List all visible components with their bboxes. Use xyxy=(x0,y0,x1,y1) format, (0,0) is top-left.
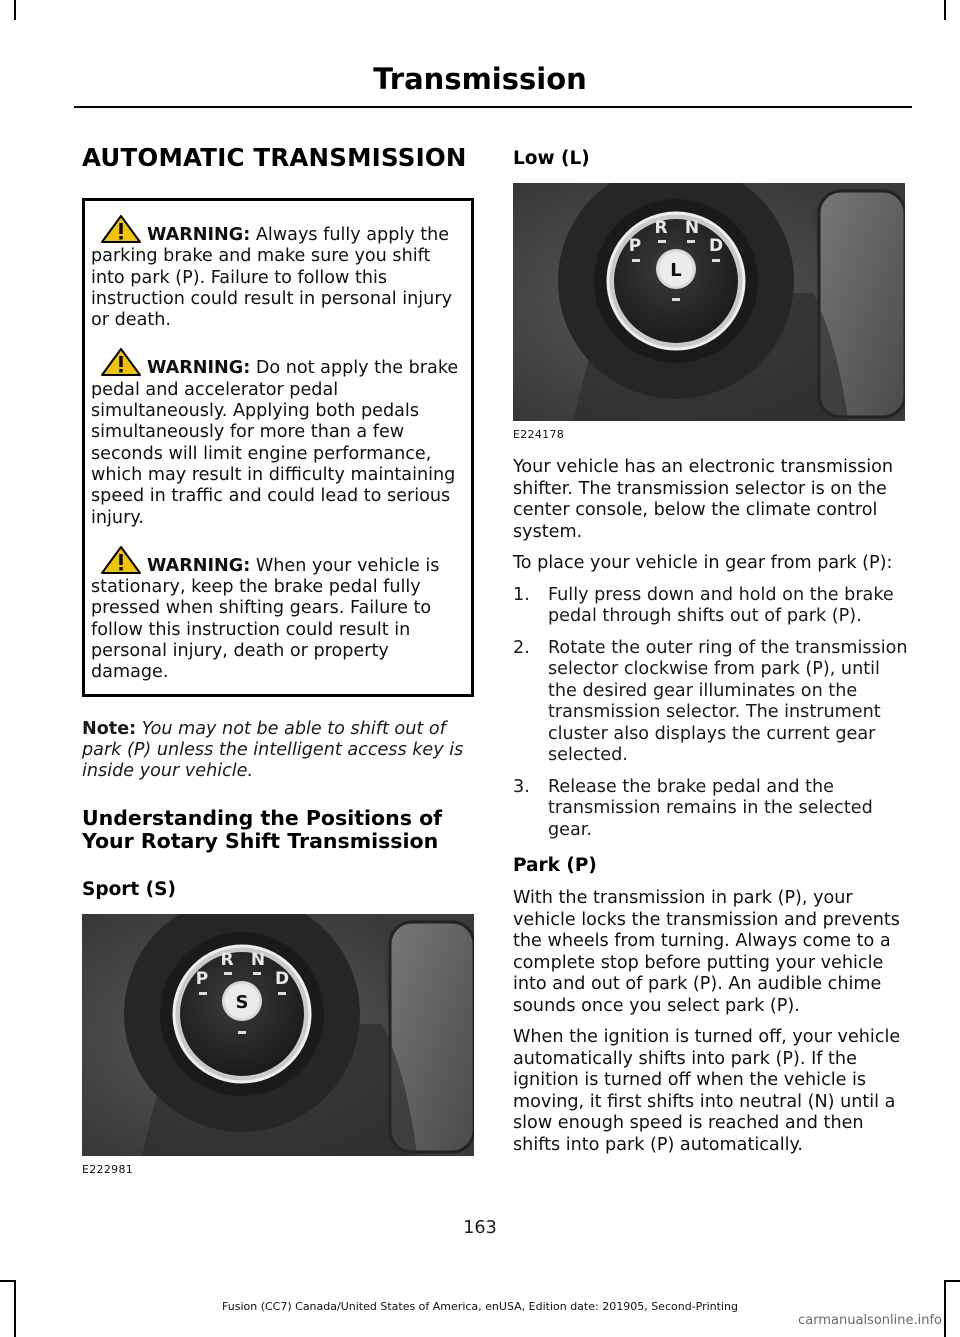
figure-code: E224178 xyxy=(513,428,565,441)
warning-box xyxy=(82,198,474,697)
subheading: Understanding the Positions of Your Rotary Shift Transmission xyxy=(82,805,443,853)
warning-2 xyxy=(91,348,463,528)
warning-text: Do not apply the brake pedal and accelerator pedal simultaneously. Applying both pedals simultaneously for more than a few seconds will limit engine performance, which may result in difficulty maintaining speed in traffic and could lead to serious injury. xyxy=(91,358,459,528)
paragraph: With the transmission in park (P), your vehicle locks the transmission and prevents the wheels from turning. Always come to a complete stop before putting your vehicle into and out of park (P). An audible chime sounds once you select park (P). xyxy=(513,888,900,1016)
page-number: 163 xyxy=(463,1218,497,1238)
warning-text: Always fully apply the parking brake and make sure you shift into park (P). Failure to follow this instruction could result in personal injury or death. xyxy=(91,225,452,331)
sport-heading: Sport (S) xyxy=(82,878,176,900)
right-column xyxy=(513,143,909,1166)
step-text: Release the brake pedal and the transmission remains in the selected gear. xyxy=(548,776,873,840)
dial-label-d: D xyxy=(708,236,724,256)
list-item xyxy=(513,777,909,842)
dial-label-n: N xyxy=(684,218,700,238)
step-text: Rotate the outer ring of the transmission selector clockwise from park (P), until the desired gear illuminates on the transmission selector. The instrument cluster also displays the current gear selected. xyxy=(548,637,908,765)
rotary-shifter-low-image xyxy=(513,183,905,421)
dial-label-p: P xyxy=(628,236,642,256)
dial-label-r: R xyxy=(654,218,668,238)
dial-label-center: L xyxy=(670,260,682,281)
paragraph: When the ignition is turned off, your vehicle automatically shifts into park (P). If the ignition is turned off when the vehicle is moving, it first shifts into neutral (N) until a slow enough speed is reached and then shifts into park (P) automatically. xyxy=(513,1027,901,1155)
crop-mark-bottom-left-h xyxy=(0,1280,16,1282)
warning-text: When your vehicle is stationary, keep the brake pedal fully pressed when shifting gears. Failure to follow this instruction could result in personal injury, death or property damage. xyxy=(91,555,440,683)
note-text: You may not be able to shift out of park (P) unless the intelligent access key is inside your vehicle. xyxy=(82,718,464,782)
note-label: Note: xyxy=(82,718,137,739)
watermark: carmanualsonline.info xyxy=(798,1313,942,1328)
list-item xyxy=(513,638,909,767)
figure-sport-wrap xyxy=(82,914,474,1176)
dial-label-r: R xyxy=(220,949,234,970)
warning-label: WARNING: xyxy=(147,358,251,379)
left-column xyxy=(82,143,474,1176)
park-heading: Park (P) xyxy=(513,855,597,876)
step-number: 1. xyxy=(513,584,530,605)
dial-label-n: N xyxy=(250,949,266,970)
page-header-title: Transmission xyxy=(373,62,587,96)
warning-triangle-icon xyxy=(101,348,141,376)
figure-low-wrap xyxy=(513,183,909,441)
figure-code: E222981 xyxy=(82,1162,134,1176)
steps-list xyxy=(513,585,909,842)
warning-triangle-icon xyxy=(101,215,141,243)
crop-mark-top-left xyxy=(14,0,16,20)
step-text: Fully press down and hold on the brake pedal through shifts out of park (P). xyxy=(548,584,894,626)
dial-label-center: S xyxy=(235,991,249,1013)
paragraph: Your vehicle has an electronic transmission shifter. The transmission selector is on the center console, below the climate control system. xyxy=(513,457,894,542)
low-heading: Low (L) xyxy=(513,148,590,169)
warning-1 xyxy=(91,215,463,331)
header-rule xyxy=(74,106,912,108)
footer-edition: Fusion (CC7) Canada/United States of America, enUSA, Edition date: 201905, Second-Printing xyxy=(222,1300,738,1313)
dial-label-p: P xyxy=(195,968,209,989)
dial-label-d: D xyxy=(274,968,290,989)
warning-label: WARNING: xyxy=(147,555,251,576)
section-title: AUTOMATIC TRANSMISSION xyxy=(82,143,467,172)
step-number: 2. xyxy=(513,637,530,658)
list-item xyxy=(513,585,909,628)
paragraph: To place your vehicle in gear from park (P): xyxy=(513,553,893,573)
crop-mark-top-right xyxy=(944,0,946,20)
note xyxy=(82,719,474,783)
rotary-shifter-sport-image xyxy=(82,914,474,1156)
right-body xyxy=(513,457,909,1156)
warning-triangle-icon xyxy=(101,546,141,574)
crop-mark-bottom-right-h xyxy=(944,1280,960,1282)
warning-3 xyxy=(91,546,463,684)
step-number: 3. xyxy=(513,776,530,797)
warning-label: WARNING: xyxy=(147,225,251,245)
